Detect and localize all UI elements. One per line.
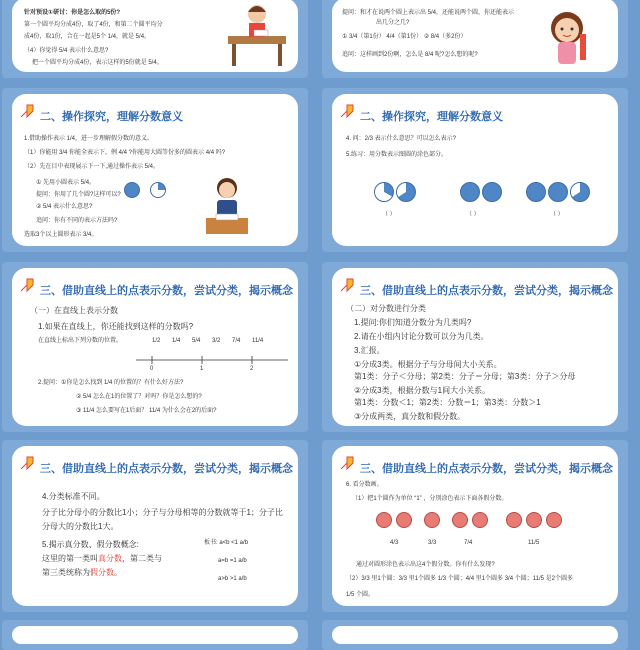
slide-title: 三、借助直线上的点表示分数，尝试分类，揭示概念: [40, 285, 293, 297]
text-line: （一）在直线上表示分数: [30, 306, 118, 315]
fraction-label: 3/2: [212, 338, 221, 344]
circle-fraction: [570, 182, 590, 202]
text-part: 。: [114, 568, 122, 577]
fraction-label: 4/3: [390, 540, 399, 546]
text-line: 1.借助操作表示 1/4，进一步理解假分数的意义。: [24, 136, 154, 142]
text-line: ③分成两类，真分数和假分数。: [354, 412, 466, 421]
rocket-icon: [18, 454, 36, 472]
text-line: 5.揭示真分数、假分数概念:: [42, 540, 139, 549]
text-line: 分子比分母小的分数比1小；分子与分母相等的分数就等于1；分子比: [42, 508, 283, 517]
text-line: 2.提问：①你是怎么找到 1/4 的位置的？有什么好方法?: [38, 380, 184, 386]
improper-fraction-term: 假分数: [90, 568, 114, 577]
circle-full: [526, 182, 546, 202]
text-line: 把一个圆平均分成4份，表示这样的5份就是 5/4。: [32, 60, 163, 66]
text-part: 这里的第一类叫: [42, 554, 98, 563]
fraction-label: 5/4: [192, 338, 201, 344]
slide-title: 三、借助直线上的点表示分数，尝试分类，揭示概念: [360, 463, 613, 475]
answer-blank[interactable]: （ ）: [382, 212, 396, 218]
text-part: ，第二类与: [122, 554, 162, 563]
red-circle: [506, 512, 522, 528]
text-line: ②分成3类，根据分数与1间大小关系。: [354, 386, 491, 395]
text-line: ① 先用小圆表示 5/4。: [36, 180, 96, 186]
fraction-label: 7/4: [464, 540, 473, 546]
fraction-label: 1/4: [172, 338, 181, 344]
slide-card: [12, 0, 298, 72]
circle-full: [124, 182, 140, 198]
circle-full: [548, 182, 568, 202]
text-line: 第1类：分子＜分母；第2类：分子＝分母；第3类：分子＞分母: [354, 372, 576, 381]
rocket-icon: [18, 102, 36, 120]
text-line: （1）把1个圆作为单位 “1” ，分别涂色表示下面各假分数。: [352, 496, 508, 502]
text-line: ② 5/4 怎么在1的位置了？对吗？你是怎么想的?: [76, 394, 202, 400]
board-line: 板书: a<b <1 a/b: [204, 540, 249, 546]
text-line: 2.请在小组内讨论分数可以分为几类。: [354, 332, 489, 341]
slide-8[interactable]: [322, 440, 628, 612]
text-line: 3.汇报。: [354, 346, 385, 355]
text-line: 通过对圆形涂色表示出这4个假分数。你有什么发现?: [356, 562, 495, 568]
text-line: 5.练习：用分数表示图圆的涂色部分。: [346, 152, 448, 158]
rocket-icon: [338, 454, 356, 472]
text-line: （4）你觉得 5/4 表示什么意思?: [24, 48, 109, 54]
student-desk-illustration: [222, 0, 292, 68]
text-line: 4. 问：2/3 表示什么意思？可以怎么表示?: [346, 136, 457, 142]
slide-title: 二、操作探究，理解分数意义: [360, 111, 503, 123]
slide-card: [332, 446, 618, 606]
answer-blank[interactable]: （ ）: [550, 212, 564, 218]
slide-1[interactable]: [2, 0, 308, 78]
slide-9-partial[interactable]: [2, 620, 308, 650]
slide-3[interactable]: [2, 88, 308, 252]
slide-7[interactable]: [2, 440, 308, 612]
board-line: a>b >1 a/b: [218, 576, 247, 582]
slide-4[interactable]: [322, 88, 628, 252]
red-circle: [424, 512, 440, 528]
slide-card: [12, 268, 298, 426]
slide-10-partial[interactable]: [322, 620, 628, 650]
text-line: 4.分类标准不同。: [42, 492, 105, 501]
rocket-icon: [338, 276, 356, 294]
circle-quarter: [150, 182, 166, 198]
fraction-label: 7/4: [232, 338, 241, 344]
slide-card: [12, 626, 298, 644]
text-line: （2）3/3 里1个圆；3/3 里1个圆多 1/3 个圆；4/4 里1个圆多 3/4 个圆；11/5 是2个圆多: [346, 576, 573, 582]
red-circle: [472, 512, 488, 528]
slide-card: [12, 446, 298, 606]
rocket-icon: [338, 102, 356, 120]
text-line: （2）先在目中表现展示下一下,通过操作表示 5/4。: [24, 164, 160, 170]
text-line: 出几分之几?: [376, 20, 410, 26]
circle-fraction: [374, 182, 394, 202]
circle-fraction: [396, 182, 416, 202]
text-line: 1/5 个圆。: [346, 592, 375, 598]
red-circle: [396, 512, 412, 528]
slide-card: [332, 626, 618, 644]
fraction-label: 1/2: [152, 338, 161, 344]
proper-fraction-term: 真分数: [98, 554, 122, 563]
text-line: 6. 看分数画。: [346, 482, 383, 488]
fraction-label: 3/3: [428, 540, 437, 546]
slide-card: [332, 0, 618, 72]
slide-2[interactable]: [322, 0, 628, 78]
tick-label: 1: [200, 366, 204, 372]
text-line: 1.提问:你们知道分数分为几类吗?: [354, 318, 472, 327]
text-line: 追问：你有不同的表示方法吗?: [36, 218, 118, 224]
board-line: a=b =1 a/b: [218, 558, 247, 564]
slide-title: 三、借助直线上的点表示分数，尝试分类，揭示概念: [40, 463, 293, 475]
text-line: 提问：你用了几个圆?这样可以?: [36, 192, 121, 198]
answer-blank[interactable]: （ ）: [466, 212, 480, 218]
text-line: 选取3个以上圆形表示 3/4。: [24, 232, 98, 238]
fraction-label: 11/4: [252, 338, 264, 344]
text-line: 第1类：分数＜1；第2类：分数＝1；第3类：分数＞1: [354, 398, 541, 407]
rocket-icon: [18, 276, 36, 294]
tick-label: 0: [150, 366, 154, 372]
slide-5[interactable]: [2, 262, 308, 432]
slide-title: 三、借助直线上的点表示分数，尝试分类，揭示概念: [360, 285, 613, 297]
text-line: 在直线上标出下列分数的位置。: [38, 338, 123, 344]
text-part: 第三类统称为: [42, 568, 90, 577]
text-line: 追问：这样画到2份啊，怎么是 8/4 呢?怎么想的呢?: [342, 52, 478, 58]
slide-title: 二、操作探究，理解分数意义: [40, 111, 183, 123]
slide-card: [332, 94, 618, 246]
text-line: 第一个圆平均分成4份，取了4份，和第二个圆平均分: [24, 22, 163, 28]
text-line: ①分成3类。根据分子与分母间大小关系。: [354, 360, 502, 369]
text-line: 针对预设①研讨：你是怎么取的5份?: [24, 10, 121, 16]
tick-label: 2: [250, 366, 254, 372]
red-circle: [526, 512, 542, 528]
red-circle: [452, 512, 468, 528]
fraction-label: 11/5: [528, 540, 540, 546]
red-circle: [376, 512, 392, 528]
text-line: ② 5/4 表示什么意思?: [36, 204, 93, 210]
text-line: （1）你能用 3/4 你能全表示下，例 4/4 ?你能用大圆等份多的圆表示 4/4 吗?: [24, 150, 226, 156]
concept-line: [42, 568, 122, 578]
text-line: 成4份，取1份，合在一起是5个 1/4，就是 5/4。: [24, 34, 151, 40]
circle-full: [482, 182, 502, 202]
text-line: 1.如果在直线上，你还能找到这样的分数吗?: [38, 322, 194, 331]
text-line: 分母大的分数比1大。: [42, 522, 119, 531]
text-line: ③ 11/4 怎么要写在1后面？ 11/4 为什么会在2的后面?: [76, 408, 217, 414]
slide-card: [12, 94, 298, 246]
text-line: ① 3/4（第1份） 4/4（第1份） ② 8/4（多2份）: [342, 34, 467, 40]
teacher-illustration: [202, 174, 252, 238]
slide-card: [332, 268, 618, 426]
girl-illustration: [532, 4, 602, 68]
circle-full: [460, 182, 480, 202]
red-circle: [546, 512, 562, 528]
text-line: （二）对分数进行分类: [346, 304, 426, 313]
slide-6[interactable]: [322, 262, 628, 432]
concept-line: [42, 554, 162, 564]
text-line: 提问：和才在说两个圆上表示出 5/4，还能说两个圆，你还能表示: [342, 10, 515, 16]
